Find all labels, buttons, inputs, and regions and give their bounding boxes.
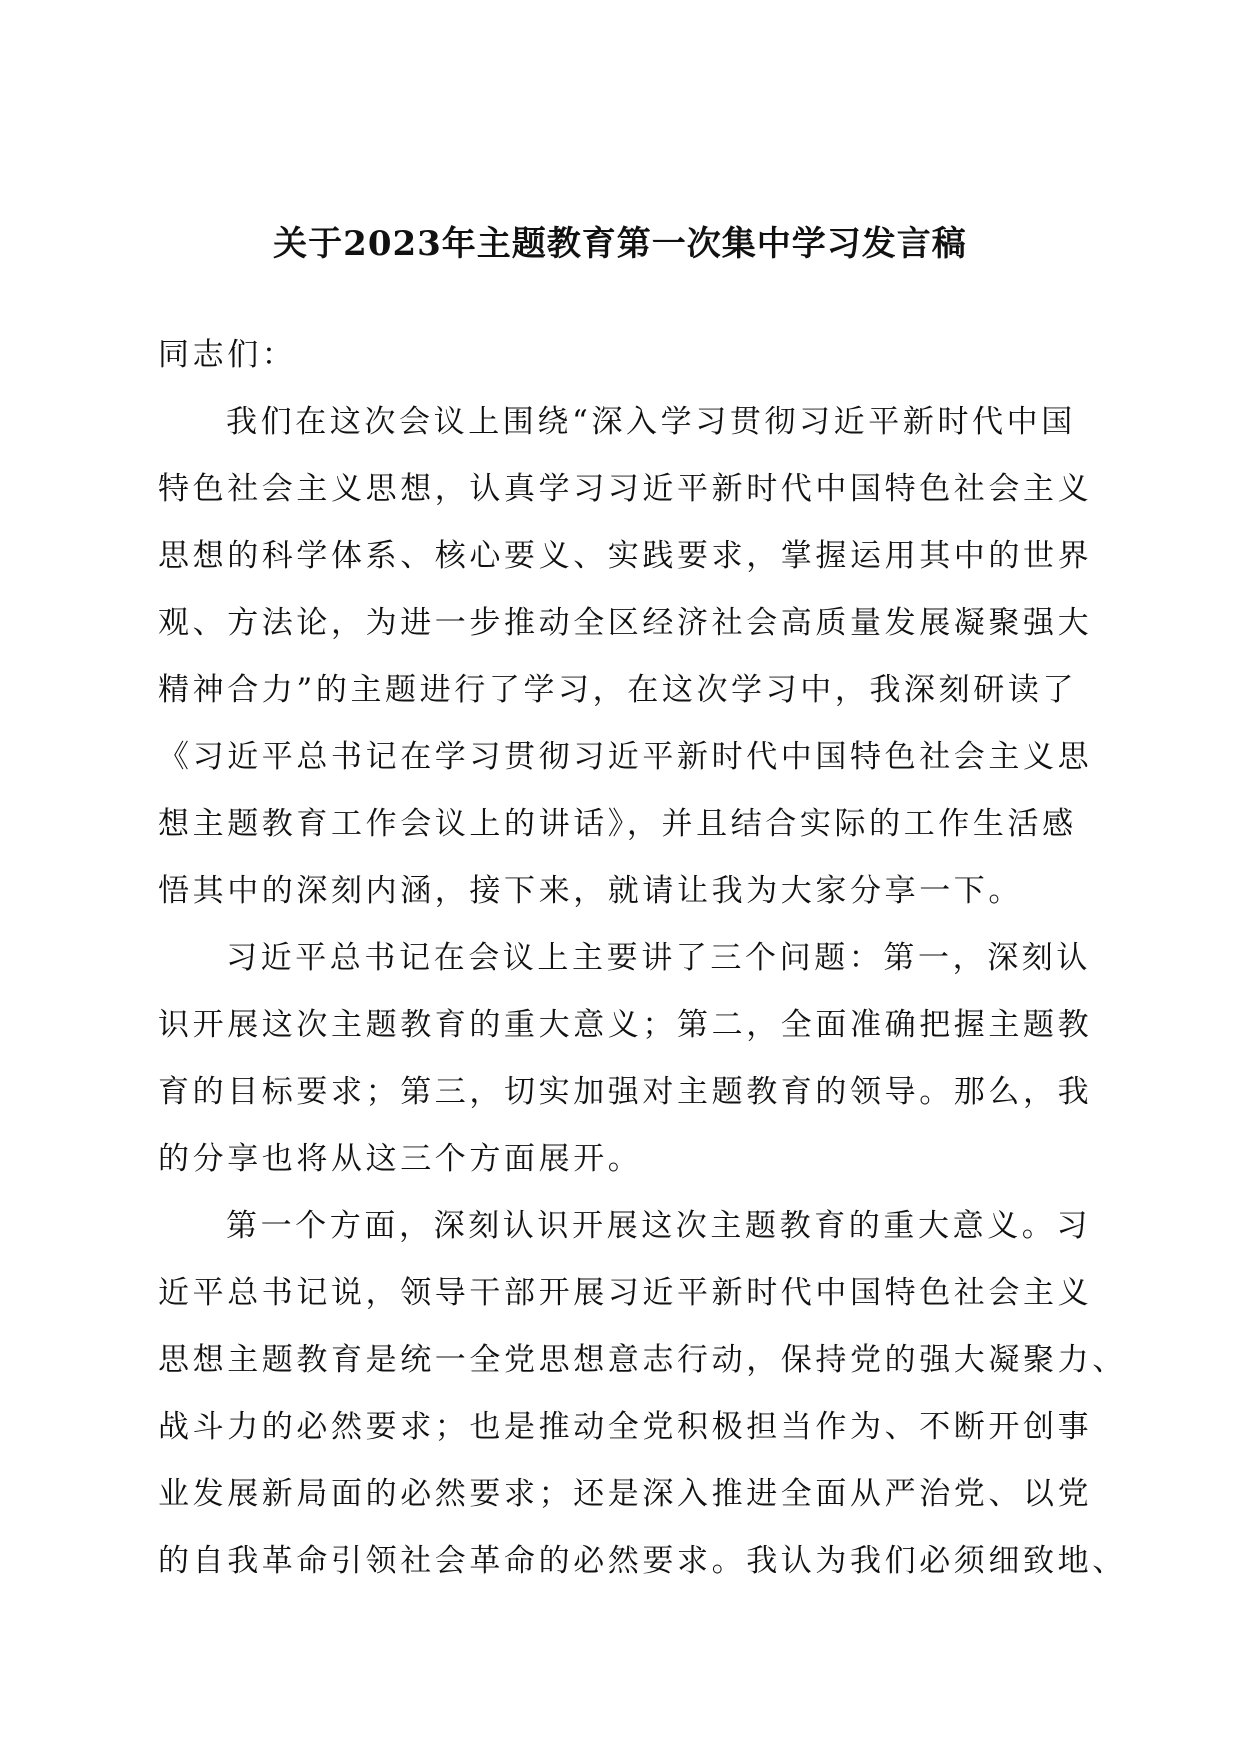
paragraph-2-line-4: 的分享也将从这三个方面展开。 bbox=[158, 1141, 643, 1177]
paragraph-2-line-3: 育的目标要求；第三，切实加强对主题教育的领导。那么，我 bbox=[158, 1074, 1093, 1110]
salutation: 同志们： bbox=[158, 337, 297, 373]
paragraph-1-line-5: 精神合力”的主题进行了学习，在这次学习中，我深刻研读了 bbox=[158, 672, 1078, 708]
paragraph-1-line-4: 观、方法论，为进一步推动全区经济社会高质量发展凝聚强大 bbox=[158, 605, 1093, 641]
paragraph-1-line-7: 想主题教育工作会议上的讲话》，并且结合实际的工作生活感 bbox=[158, 806, 1077, 842]
paragraph-3-line-4: 战斗力的必然要求；也是推动全党积极担当作为、不断开创事 bbox=[158, 1409, 1093, 1445]
paragraph-1-line-8: 悟其中的深刻内涵，接下来，就请让我为大家分享一下。 bbox=[158, 873, 1023, 909]
paragraph-2-line-2: 识开展这次主题教育的重大意义；第二，全面准确把握主题教 bbox=[158, 1007, 1093, 1043]
paragraph-3-line-5: 业发展新局面的必然要求；还是深入推进全面从严治党、以党 bbox=[158, 1476, 1093, 1512]
paragraph-3-line-6: 的自我革命引领社会革命的必然要求。我认为我们必须细致地、 bbox=[158, 1543, 1127, 1579]
document-body bbox=[158, 322, 1127, 1595]
paragraph-1-line-1: 我们在这次会议上围绕“深入学习贯彻习近平新时代中国 bbox=[226, 404, 1076, 440]
paragraph-3-line-1: 第一个方面，深刻认识开展这次主题教育的重大意义。习 bbox=[226, 1208, 1091, 1244]
paragraph-1-line-2: 特色社会主义思想，认真学习习近平新时代中国特色社会主义 bbox=[158, 471, 1093, 507]
paragraph-3-line-2: 近平总书记说，领导干部开展习近平新时代中国特色社会主义 bbox=[158, 1275, 1093, 1311]
paragraph-3-line-3: 思想主题教育是统一全党思想意志行动，保持党的强大凝聚力、 bbox=[158, 1342, 1127, 1378]
paragraph-2-line-1: 习近平总书记在会议上主要讲了三个问题：第一，深刻认 bbox=[226, 940, 1091, 976]
document-title: 关于2023年主题教育第一次集中学习发言稿 bbox=[273, 224, 967, 264]
paragraph-1-line-3: 思想的科学体系、核心要义、实践要求，掌握运用其中的世界 bbox=[158, 538, 1093, 574]
paragraph-1-line-6: 《习近平总书记在学习贯彻习近平新时代中国特色社会主义思 bbox=[158, 739, 1093, 775]
